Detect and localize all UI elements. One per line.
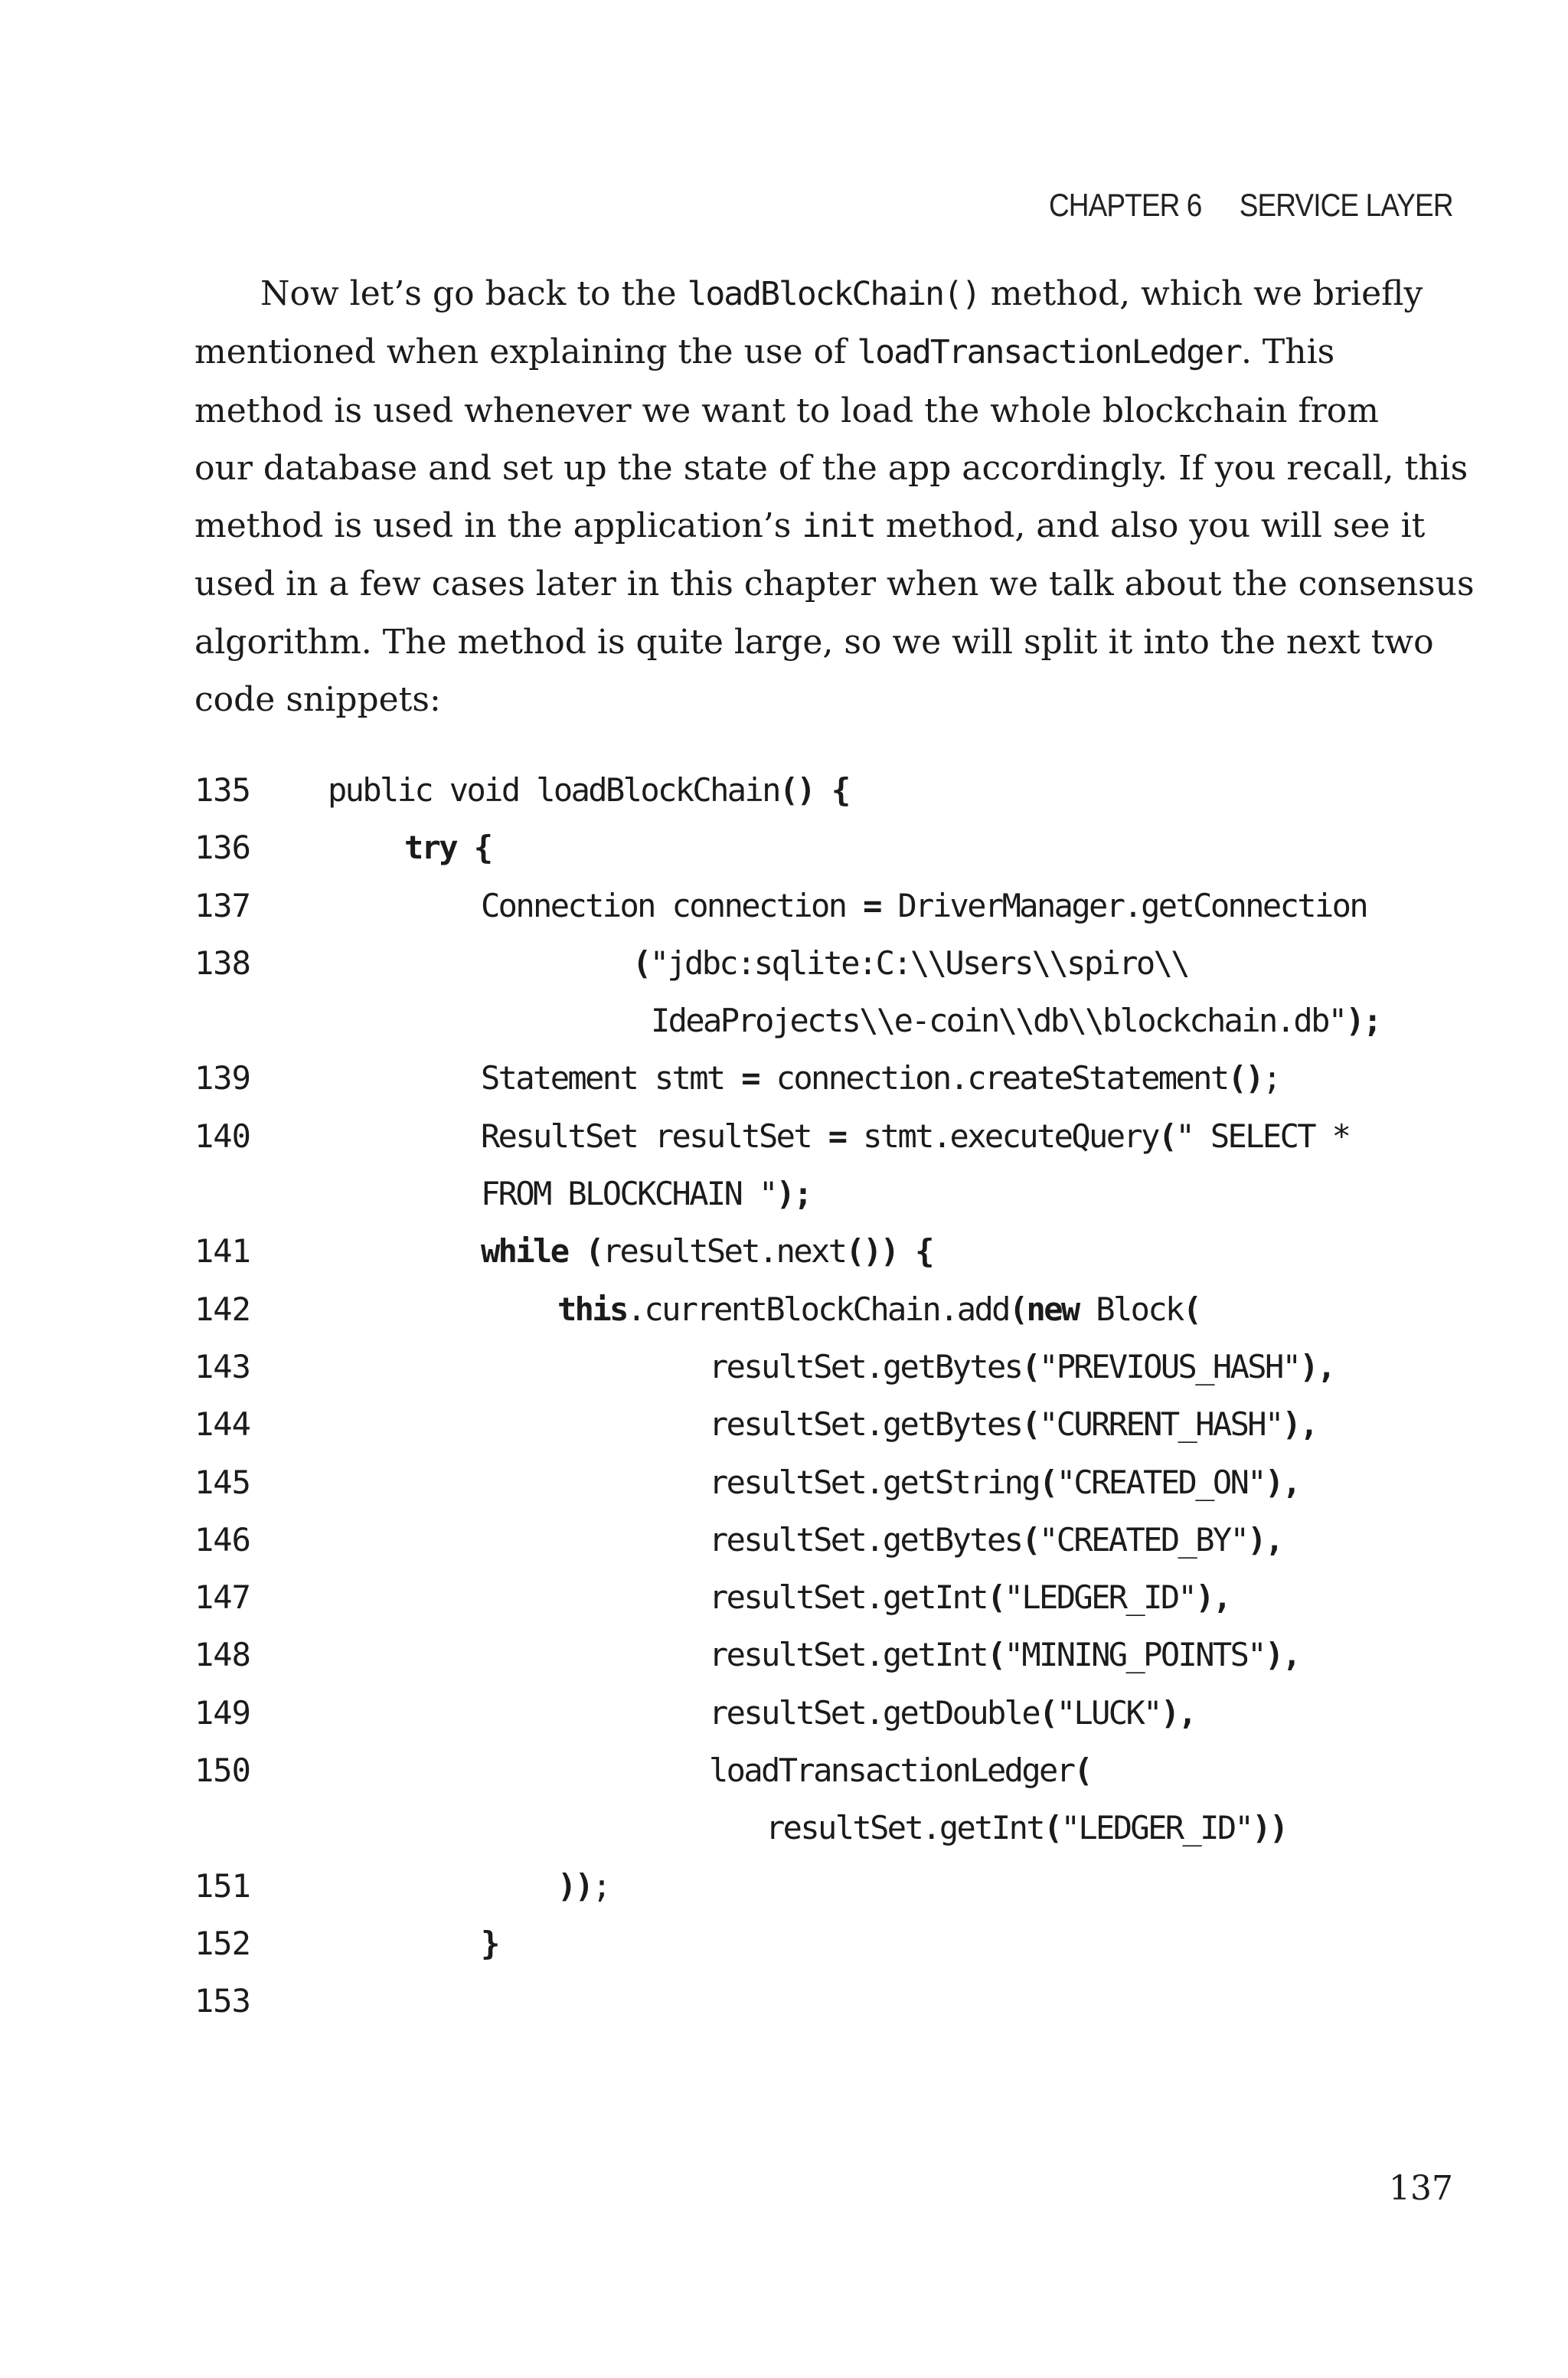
code-line — [194, 819, 1496, 876]
line-number: 146 — [194, 1520, 250, 1559]
code-text: resultSet.getInt("LEDGER_ID")) — [766, 1809, 1287, 1847]
code-text: )); — [557, 1866, 610, 1905]
line-number: 135 — [194, 771, 250, 809]
code-line — [194, 877, 1496, 934]
line-number: 141 — [194, 1232, 250, 1271]
code-text: IdeaProjects\\e-coin\\db\\blockchain.db"); — [651, 1002, 1380, 1040]
inline-code: loadTransactionLedger — [857, 333, 1241, 372]
line-number: 138 — [194, 944, 250, 982]
code-listing — [194, 761, 1496, 2030]
paragraph-line: method is used whenever we want to load the whole blockchain from — [194, 391, 1380, 430]
code-text: } — [481, 1924, 498, 1962]
paragraph-line: Now let’s go back to the loadBlockChain() method, which we briefly — [260, 274, 1423, 313]
code-line-continuation — [194, 992, 1496, 1049]
code-text: ResultSet resultSet = stmt.executeQuery(" SELECT * — [481, 1117, 1350, 1155]
code-text: try { — [404, 829, 492, 867]
line-number: 149 — [194, 1693, 250, 1732]
code-line — [194, 1972, 1496, 2030]
code-line — [194, 1395, 1496, 1453]
code-text: public void loadBlockChain() { — [328, 771, 849, 809]
code-line — [194, 1626, 1496, 1683]
paragraph-line: method is used in the application’s init method, and also you will see it — [194, 506, 1426, 546]
code-text: FROM BLOCKCHAIN "); — [481, 1175, 812, 1213]
code-line — [194, 1915, 1496, 1972]
paragraph-line: algorithm. The method is quite large, so we will split it into the next two — [194, 622, 1434, 662]
code-text: resultSet.getInt("MINING_POINTS"), — [709, 1636, 1300, 1674]
code-line — [194, 1107, 1496, 1165]
line-number: 151 — [194, 1866, 250, 1905]
code-text: resultSet.getBytes("PREVIOUS_HASH"), — [709, 1347, 1334, 1385]
line-number: 145 — [194, 1463, 250, 1501]
paragraph-line: code snippets: — [194, 680, 441, 720]
line-number: 140 — [194, 1117, 250, 1155]
code-text: ("jdbc:sqlite:C:\\Users\\spiro\\ — [632, 944, 1188, 982]
code-line — [194, 1684, 1496, 1742]
inline-code: loadBlockChain() — [687, 275, 980, 313]
paragraph-line: our database and set up the state of the app accordingly. If you recall, this — [194, 448, 1468, 488]
line-number: 148 — [194, 1636, 250, 1674]
line-number: 139 — [194, 1059, 250, 1097]
code-text: resultSet.getBytes("CURRENT_HASH"), — [709, 1405, 1318, 1444]
line-number: 137 — [194, 886, 250, 924]
code-line — [194, 1454, 1496, 1511]
code-line-continuation — [194, 1165, 1496, 1222]
paragraph-line: mentioned when explaining the use of loadTransactionLedger. This — [194, 332, 1335, 372]
code-text: Statement stmt = connection.createStatement(); — [481, 1059, 1280, 1097]
code-line — [194, 1511, 1496, 1568]
code-text: this.currentBlockChain.add(new Block( — [557, 1290, 1200, 1328]
body-paragraph — [194, 265, 1475, 728]
code-line-continuation — [194, 1799, 1496, 1856]
code-line — [194, 1338, 1496, 1395]
chapter-label: CHAPTER 6 — [1049, 187, 1202, 223]
code-text: resultSet.getString("CREATED_ON"), — [709, 1463, 1300, 1501]
code-text: resultSet.getDouble("LUCK"), — [709, 1693, 1196, 1732]
code-line — [194, 1568, 1496, 1626]
inline-code: init — [802, 507, 875, 546]
line-number: 150 — [194, 1752, 250, 1790]
code-line — [194, 1857, 1496, 1915]
line-number: 147 — [194, 1578, 250, 1617]
code-line — [194, 1281, 1496, 1338]
running-header — [1049, 187, 1453, 224]
page-number: 137 — [1389, 2169, 1453, 2208]
line-number: 152 — [194, 1924, 250, 1962]
code-line — [194, 934, 1496, 992]
code-text: resultSet.getInt("LEDGER_ID"), — [709, 1578, 1230, 1617]
section-title: SERVICE LAYER — [1240, 187, 1453, 223]
code-text: while (resultSet.next()) { — [481, 1232, 933, 1271]
code-text: loadTransactionLedger( — [709, 1752, 1092, 1790]
line-number: 153 — [194, 1982, 250, 2020]
paragraph-line: used in a few cases later in this chapter when we talk about the consensus — [194, 564, 1475, 604]
code-line — [194, 761, 1496, 819]
code-line — [194, 1049, 1496, 1107]
code-line — [194, 1742, 1496, 1799]
code-line — [194, 1222, 1496, 1280]
line-number: 142 — [194, 1290, 250, 1328]
code-text: resultSet.getBytes("CREATED_BY"), — [709, 1520, 1282, 1559]
code-text: Connection connection = DriverManager.getConnection — [481, 886, 1367, 924]
line-number: 136 — [194, 829, 250, 867]
line-number: 144 — [194, 1405, 250, 1444]
line-number: 143 — [194, 1347, 250, 1385]
